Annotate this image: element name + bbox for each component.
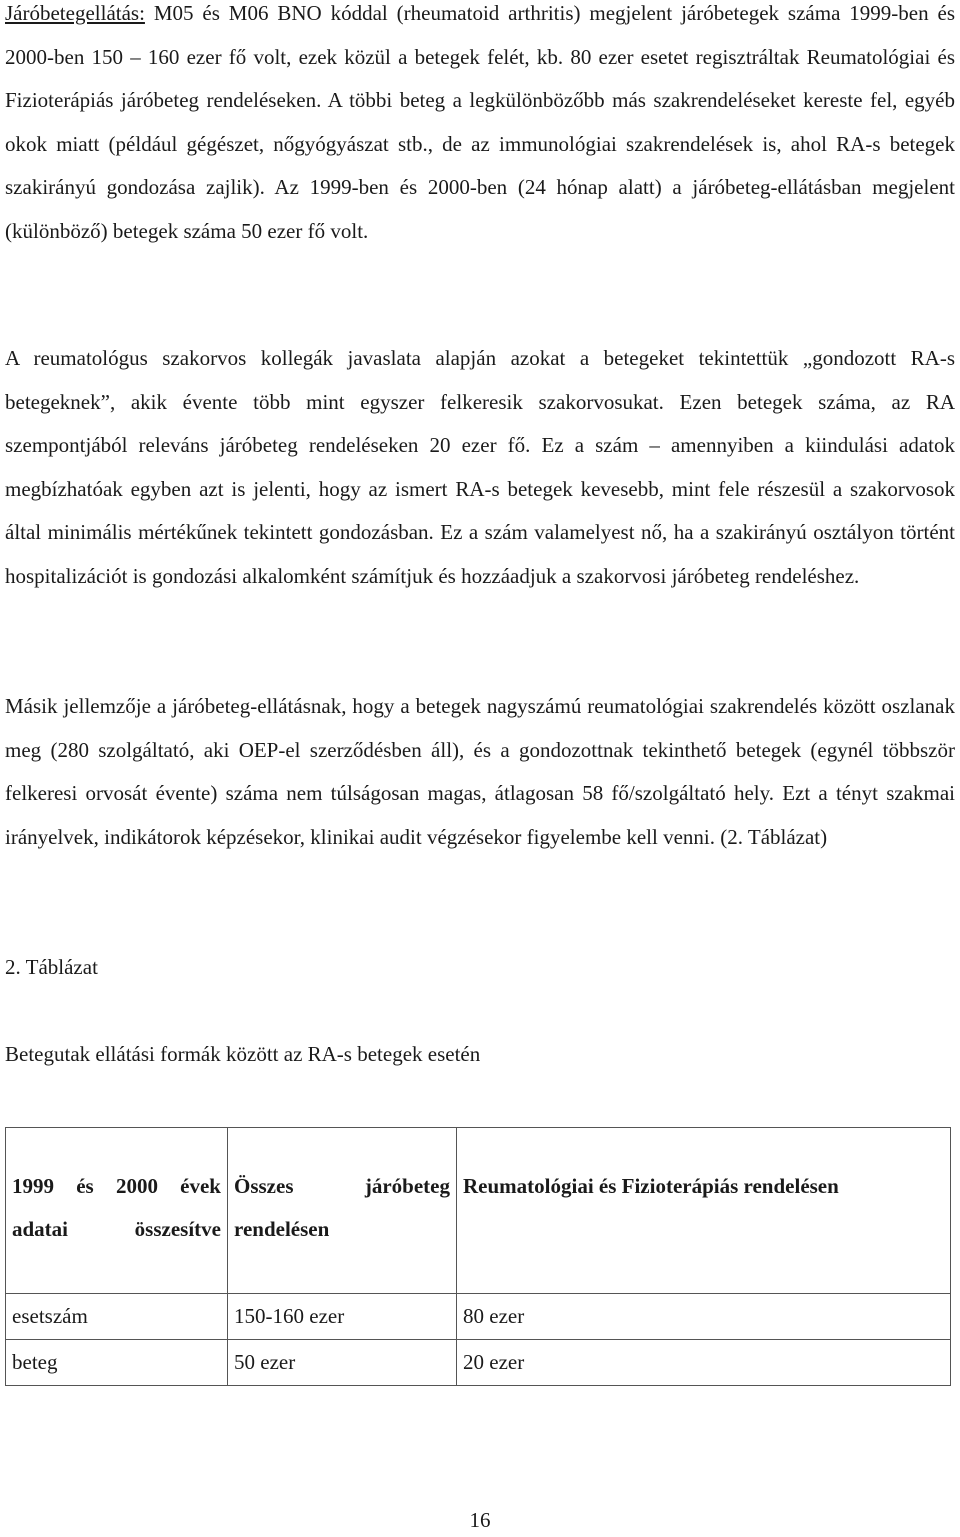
table-cell: beteg — [6, 1340, 228, 1386]
table-header-cell: Reumatológiai és Fizioterápiás rendelésen — [457, 1128, 951, 1294]
outpatient-care-label: Járóbetegellátás: — [5, 1, 145, 25]
table-number: 2. Táblázat — [5, 955, 98, 979]
table-cell: 20 ezer — [457, 1340, 951, 1386]
patient-pathways-table — [5, 1127, 951, 1386]
table-cell: 80 ezer — [457, 1294, 951, 1340]
table-header-row — [6, 1128, 951, 1294]
paragraph-outpatient-care — [5, 0, 955, 253]
table-cell: 150-160 ezer — [228, 1294, 457, 1340]
paragraph-managed-patients: A reumatológus szakorvos kollegák javaslata alapján azokat a betegeket tekintettük „gondozott RA-s betegeknek”, akik évente több mint egyszer felkeresik szakorvosukat. Ezen betegek száma, az RA szempontjából releváns járóbeteg rendeléseken 20 ezer fő. Ez a szám – amennyiben a kiindulási adatok megbízhatóak egyben azt is jelenti, hogy az ismert RA-s betegek kevesebb, mint fele részesül a szakorvosok által minimális mértékűnek tekintett gondozásban. Ez a szám valamelyest nő, ha a szakirányú osztályon történt hospitalizációt is gondozási alkalomként számítjuk és hozzáadjuk a szakorvosi járóbeteg rendeléshez. — [5, 346, 955, 588]
table-cell: esetszám — [6, 1294, 228, 1340]
paragraph-care-distribution: Másik jellemzője a járóbeteg-ellátásnak, hogy a betegek nagyszámú reumatológiai szakrendelés között oszlanak meg (280 szolgáltató, aki OEP-el szerződésben áll), és a gondozottnak tekinthető betegek (egynél többször felkeresi orvosát évente) száma nem túlságosan magas, átlagosan 58 fő/szolgáltató hely. Ezt a tényt szakmai irányelvek, indikátorok képzésekor, klinikai audit végzésekor figyelembe kell venni. (2. Táblázat) — [5, 694, 955, 849]
table-title: Betegutak ellátási formák között az RA-s betegek esetén — [5, 1042, 481, 1066]
table-row — [6, 1340, 951, 1386]
page-number: 16 — [469, 1508, 491, 1532]
table-cell: 50 ezer — [228, 1340, 457, 1386]
table-row — [6, 1294, 951, 1340]
table-header-cell: 1999 és 2000 évek adatai összesítve — [6, 1128, 228, 1294]
outpatient-care-text: M05 és M06 BNO kóddal (rheumatoid arthritis) megjelent járóbetegek száma 1999-ben és 2000-ben 150 – 160 ezer fő volt, ezek közül a betegek felét, kb. 80 ezer esetet regisztráltak Reumatológiai és Fizioterápiás járóbeteg rendeléseken. A többi beteg a legkülönbözőbb más szakrendeléseket kereste fel, egyéb okok miatt (például gégészet, nőgyógyászat stb., de az immunológiai szakrendelések is, ahol RA-s betegek szakirányú gondozása zajlik). Az 1999-ben és 2000-ben (24 hónap alatt) a járóbeteg-ellátásban megjelent (különböző) betegek száma 50 ezer fő volt. — [5, 1, 955, 243]
table-header-cell: Összes járóbeteg rendelésen — [228, 1128, 457, 1294]
